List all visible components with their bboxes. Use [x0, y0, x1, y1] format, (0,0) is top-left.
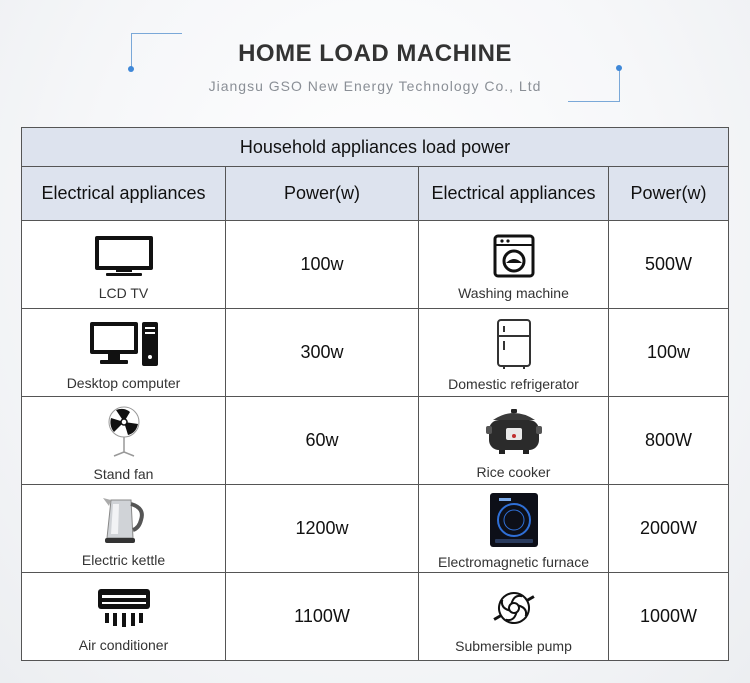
column-header-power-left: Power(w)	[226, 167, 419, 221]
page-title: HOME LOAD MACHINE	[238, 40, 512, 67]
power-value: 300w	[226, 309, 419, 397]
appliance-cell	[22, 221, 226, 309]
load-power-table	[21, 127, 729, 661]
stand-fan-icon	[102, 404, 146, 460]
page-header	[0, 0, 750, 120]
table-row	[22, 573, 729, 661]
power-value: 60w	[226, 397, 419, 485]
power-value: 1200w	[226, 485, 419, 573]
desktop-computer-icon	[88, 319, 160, 369]
column-header-appliance-left: Electrical appliances	[22, 167, 226, 221]
column-header-appliance-right: Electrical appliances	[419, 167, 609, 221]
appliance-cell	[419, 573, 609, 661]
appliance-name: Electromagnetic furnace	[438, 553, 589, 570]
appliance-name: Desktop computer	[66, 374, 181, 391]
appliance-name: Submersible pump	[455, 637, 572, 654]
appliance-cell	[22, 309, 226, 397]
washing-machine-icon	[492, 233, 536, 279]
appliance-name: Stand fan	[93, 465, 154, 482]
table-row	[22, 221, 729, 309]
appliance-name: Washing machine	[458, 284, 569, 301]
rice-cooker-icon	[485, 406, 543, 458]
company-name: Jiangsu GSO New Energy Technology Co., Ltd	[208, 78, 542, 94]
power-value: 800W	[609, 397, 729, 485]
appliance-name: Air conditioner	[78, 636, 169, 653]
appliance-cell	[419, 309, 609, 397]
appliance-name: Domestic refrigerator	[448, 375, 579, 392]
table-header-row	[22, 167, 729, 221]
column-header-power-right: Power(w)	[609, 167, 729, 221]
appliance-cell	[419, 221, 609, 309]
power-value: 500W	[609, 221, 729, 309]
appliance-cell	[419, 485, 609, 573]
induction-cooker-icon	[489, 492, 539, 548]
table-caption: Household appliances load power	[22, 128, 729, 167]
appliance-name: LCD TV	[98, 284, 149, 301]
tv-icon	[92, 233, 156, 279]
table-row	[22, 397, 729, 485]
power-value: 2000W	[609, 485, 729, 573]
power-value: 100w	[226, 221, 419, 309]
power-value: 100w	[609, 309, 729, 397]
refrigerator-icon	[496, 318, 532, 370]
table-caption-row	[22, 128, 729, 167]
table-row	[22, 485, 729, 573]
table-row	[22, 309, 729, 397]
appliance-cell	[419, 397, 609, 485]
appliance-cell	[22, 573, 226, 661]
power-value: 1100W	[226, 573, 419, 661]
appliance-name: Electric kettle	[81, 551, 166, 568]
electric-kettle-icon	[101, 494, 147, 546]
appliance-cell	[22, 485, 226, 573]
appliance-cell	[22, 397, 226, 485]
power-value: 1000W	[609, 573, 729, 661]
appliance-name: Rice cooker	[476, 463, 551, 480]
submersible-pump-icon	[487, 584, 541, 632]
air-conditioner-icon	[95, 585, 153, 631]
